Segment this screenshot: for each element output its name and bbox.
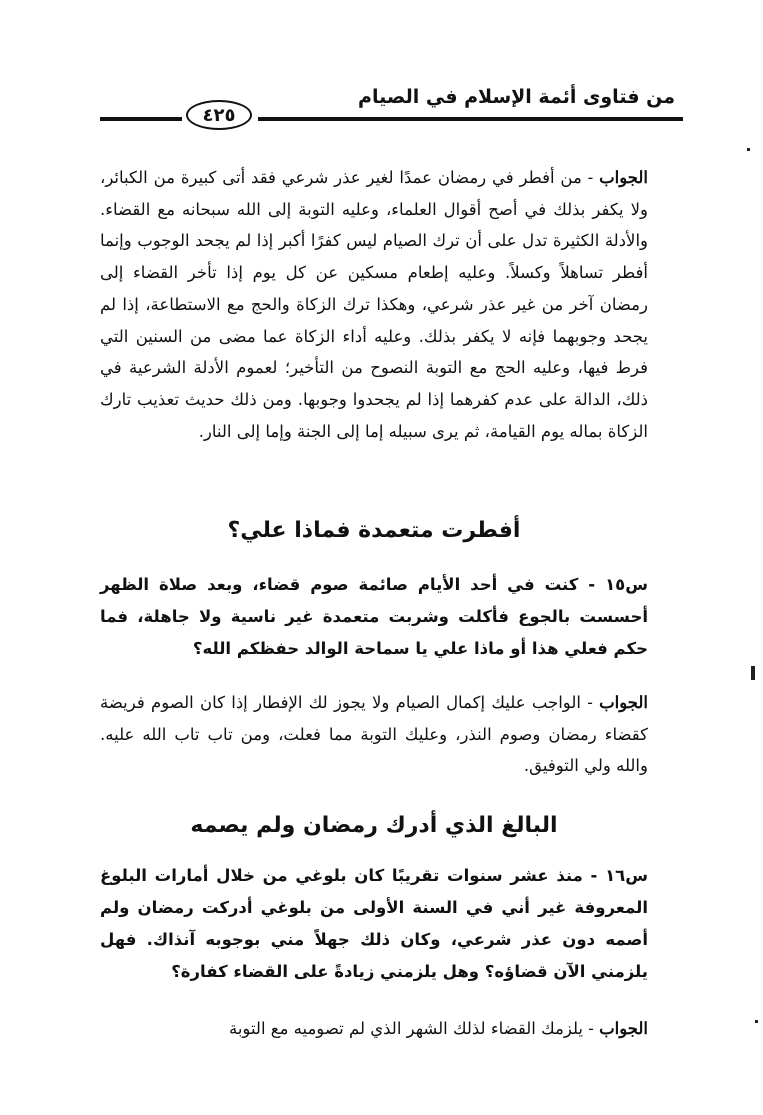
answer-text: - من أفطر في رمضان عمدًا لغير عذر شرعي فقد أتى كبيرة من الكبائر، ولا يكفر بذلك في أصح أقوال العلماء، وعليه التوبة إلى الله سبحانه مع القضاء. والأدلة الكثيرة تدل على أن ترك الصيام ليس كفرًا أكبر إذا لم يجحد الوجوب وإنما أفطر تساهلاً وكسلاً. وعليه إطعام مسكين عن كل يوم إذا تأخر القضاء إلى رمضان آخر من غير عذر شرعي، وهكذا ترك الزكاة والحج مع الاستطاعة، إذا لم يجحد وجوبهما فإنه لا يكفر بذلك. وعليه أداء الزكاة عما مضى من السنين التي فرط فيها، وعليه الحج مع التوبة النصوح من التأخير؛ لعموم الأدلة الشرعية في ذلك، الدالة على عدم كفرهما إذا لم يجحدوا وجوبها. ومن ذلك حديث تعذيب تارك الزكاة بماله يوم القيامة، ثم يرى سبيله إما إلى الجنة وإما إلى النار.	[100, 168, 648, 441]
answer-label: الجواب	[599, 1019, 648, 1038]
answer-paragraph-3	[100, 1013, 648, 1045]
running-header-title: من فتاوى أئمة الإسلام في الصيام	[358, 86, 675, 108]
scan-speck	[755, 1020, 758, 1023]
page-number: ٤٢٥	[186, 100, 252, 130]
header-rule-right	[258, 117, 683, 121]
question-16: س١٦ - منذ عشر سنوات تقريبًا كان بلوغي من خلال أمارات البلوغ المعروفة غير أني في السنة الأولى من بلوغي أدركت رمضان ولم أصمه دون عذر شرعي، وكان ذلك جهلاً مني بوجوبه آنذاك. فهل يلزمني الآن قضاؤه؟ وهل يلزمني زيادةً على القضاء كفارة؟	[100, 866, 648, 981]
scan-speck	[751, 666, 755, 680]
answer-label: الجواب	[599, 168, 648, 187]
question-15: س١٥ - كنت في أحد الأيام صائمة صوم قضاء، وبعد صلاة الظهر أحسست بالجوع فأكلت وشربت متعمدة غير ناسية ولا جاهلة، فما حكم فعلي هذا أو ماذا علي يا سماحة الوالد حفظكم الله؟	[100, 575, 648, 658]
answer-label: الجواب	[599, 693, 648, 712]
answer-paragraph-2	[100, 687, 648, 782]
answer-text: - يلزمك القضاء لذلك الشهر الذي لم تصوميه مع التوبة	[228, 1019, 600, 1038]
section-heading-2: البالغ الذي أدرك رمضان ولم يصمه	[190, 813, 558, 838]
answer-text: - الواجب عليك إكمال الصيام ولا يجوز لك الإفطار إذا كان الصوم فريضة كقضاء رمضان وصوم النذر، وعليك التوبة مما فعلت، ومن تاب تاب الله عليه. والله ولي التوفيق.	[100, 693, 648, 776]
scan-speck	[747, 148, 750, 151]
header-rule-left	[100, 117, 182, 121]
section-heading-1: أفطرت متعمدة فماذا علي؟	[227, 518, 521, 543]
answer-paragraph-1	[100, 162, 648, 447]
